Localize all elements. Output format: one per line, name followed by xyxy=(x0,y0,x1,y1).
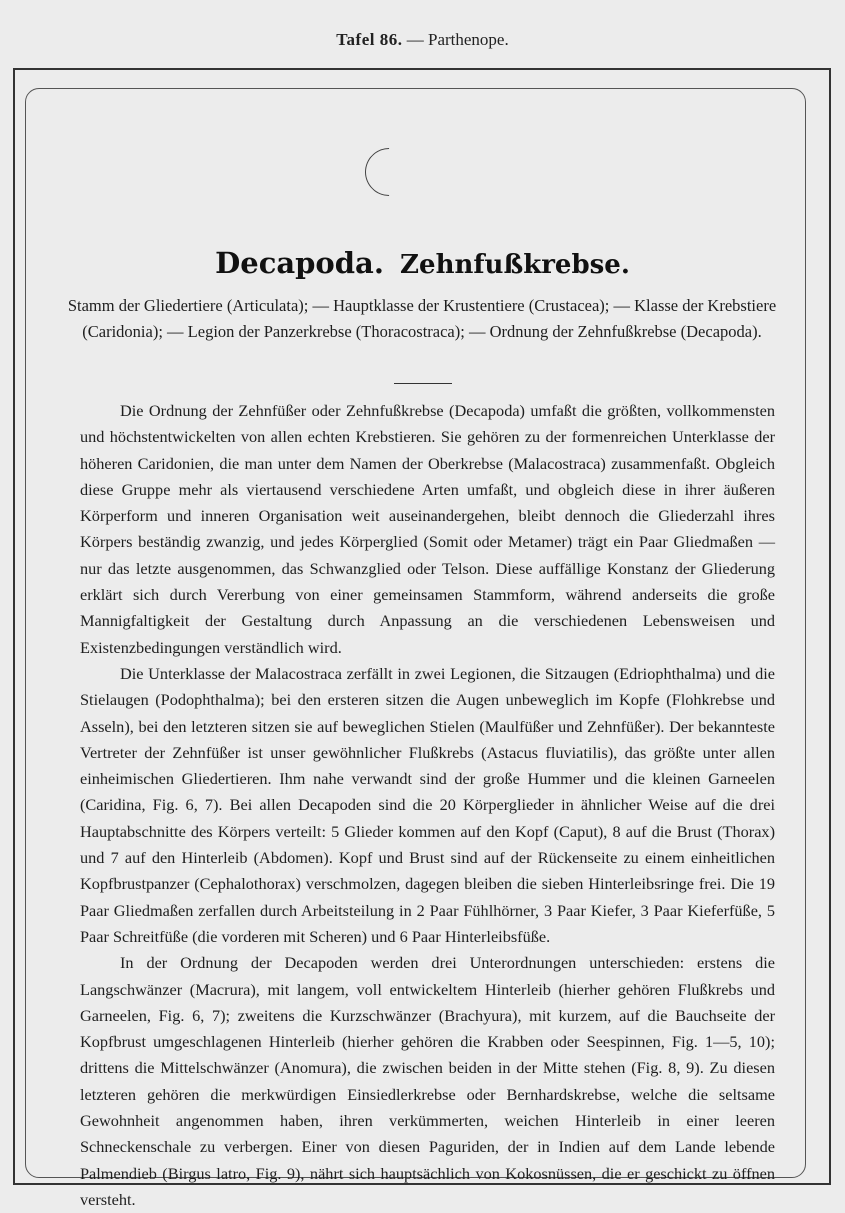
taxonomic-classification: Stamm der Gliedertiere (Articulata); — Hauptklasse der Krustentiere (Crustacea); — Klasse der Krebstiere (Caridonia); — Legion der Panzerkrebse (Thoracostraca); — Ordnung der Zehnfußkrebse (Decapoda). xyxy=(67,296,777,341)
body-text xyxy=(80,398,775,1213)
page-title xyxy=(0,246,845,280)
paragraph-1: Die Ordnung der Zehnfüßer oder Zehnfußkrebse (Decapoda) umfaßt die größten, vollkommensten und höchstentwickelten von allen echten Krebstieren. Sie gehören zu der formenreichen Unterklasse der höheren Caridonien, die man unter dem Namen der Oberkrebse (Malacostraca) zusammenfaßt. Obgleich diese Gruppe mehr als viertausend verschiedene Arten umfaßt, und obgleich diese in ihrer äußeren Körperform und inneren Organisation weit auseinandergehen, bleibt dennoch die Gliederzahl ihres Körpers beständig zwanzig, und jedes Körperglied (Somit oder Metamer) trägt ein Paar Gliedmaßen — nur das letzte ausgenommen, das Schwanzglied oder Telson. Diese auffällige Konstanz der Gliederung erklärt sich durch Vererbung von einer gemeinsamen Stammform, während anderseits die große Mannigfaltigkeit der Gestaltung durch Anpassung an die verschiedenen Lebensweisen und Existenzbedingungen verständlich wird. xyxy=(80,401,775,657)
header-separator: — xyxy=(402,30,428,49)
plate-number: Tafel 86. xyxy=(336,30,403,49)
paragraph-3: In der Ordnung der Decapoden werden drei Unterordnungen unterschieden: erstens die Langschwänzer (Macrura), mit langem, voll entwickeltem Hinterleib (hierher gehören Flußkrebs und Garneelen, Fig. 6, 7); zweitens die Kurzschwänzer (Brachyura), mit kurzem, auf die Bauchseite der Kopfbrust umgeschlagenen Hinterleib (hierher gehören die Krabben oder Seespinnen, Fig. 1—5, 10); drittens die Mittelschwänzer (Anomura), die zwischen beiden in der Mitte stehen (Fig. 8, 9). Zu diesen letzteren gehören die merkwürdigen Einsiedlerkrebse oder Bernhardskrebse, welche die seltsame Gewohnheit angenommen haben, ihren verkümmerten, weichen Hinterleib in einer leeren Schneckenschale zu verbergen. Einer von diesen Paguriden, der in Indien auf dem Lande lebende Palmendieb (Birgus latro, Fig. 9), nährt sich hauptsächlich von Kokosnüssen, die er geschickt zu öffnen versteht. xyxy=(80,953,775,1209)
running-head xyxy=(0,30,845,50)
plate-topic: Parthenope. xyxy=(427,30,509,49)
title-latin: Decapoda. xyxy=(215,246,384,280)
title-german: Zehnfußkrebse. xyxy=(400,250,630,280)
paragraph-2: Die Unterklasse der Malacostraca zerfällt in zwei Legionen, die Sitzaugen (Edriophthalma) und die Stielaugen (Podophthalma); bei den ersteren sitzen die Augen unbeweglich im Kopfe (Flohkrebse und Asseln), bei den letzteren sitzen sie auf beweglichen Stielen (Maulfüßer und Zehnfüßer). Der bekannteste Vertreter der Zehnfüßer ist unser gewöhnlicher Flußkrebs (Astacus fluviatilis), das größte unter allen einheimischen Gliedertieren. Ihm nahe verwandt sind der große Hummer und die kleinen Garneelen (Caridina, Fig. 6, 7). Bei allen Decapoden sind die 20 Körperglieder in ähnlicher Weise auf die drei Hauptabschnitte des Körpers verteilt: 5 Glieder kommen auf den Kopf (Caput), 8 auf die Brust (Thorax) und 7 auf den Hinterleib (Abdomen). Kopf und Brust sind auf der Rückenseite zu einem einheitlichen Kopfbrustpanzer (Cephalothorax) verschmolzen, dagegen bleiben die sieben Hinterleibsringe frei. Die 19 Paar Gliedmaßen zerfallen durch Arbeitsteilung in 2 Paar Fühlhörner, 3 Paar Kiefer, 3 Paar Kieferfüße, 5 Paar Schreitfüße (die vorderen mit Scheren) und 6 Paar Hinterleibsfüße. xyxy=(80,663,775,946)
section-divider xyxy=(394,383,452,384)
